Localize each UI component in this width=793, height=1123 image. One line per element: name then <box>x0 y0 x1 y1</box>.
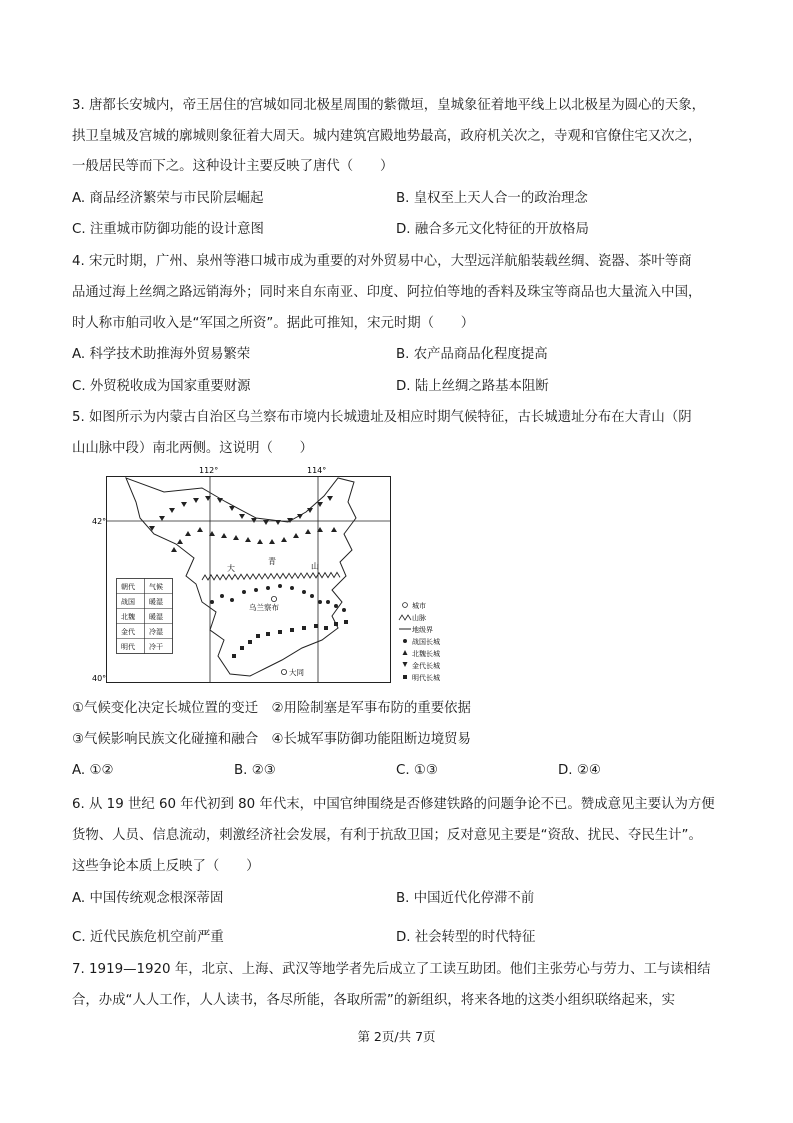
q5-option-b: B. ②③ <box>234 763 276 778</box>
q3-option-d: D. 融合多元文化特征的开放格局 <box>396 222 589 237</box>
legend-label: 北魏长城 <box>412 650 440 658</box>
q4-stem-line: 4. 宋元时期，广州、泉州等港口城市成为重要的对外贸易中心，大型远洋航船装载丝绸、瓷器、茶叶等商 <box>72 254 692 269</box>
city-wulanchabu-marker <box>271 596 276 601</box>
legend-label: 城市 <box>412 602 426 610</box>
table-cell: 战国 <box>121 598 135 606</box>
q3-stem-line: 拱卫皇城及宫城的廓城则象征着大周天。城内建筑宫殿地势最高，政府机关次之，寺观和官僚住宅又次之， <box>72 129 702 144</box>
q4-option-b: B. 农产品商品化程度提高 <box>396 347 548 362</box>
warring-states-wall-marker <box>220 594 224 598</box>
lon-112-label: 112° <box>199 466 219 475</box>
q3-option-b: B. 皇权至上天人合一的政治理念 <box>396 191 588 206</box>
warring-states-wall-marker <box>278 584 282 588</box>
legend-jin-icon <box>403 662 408 667</box>
lon-114-label: 114° <box>307 466 327 475</box>
mountain-char: 山 <box>311 562 319 571</box>
legend-warring-states-icon <box>403 639 407 643</box>
q6-option-a: A. 中国传统观念根深蒂固 <box>72 891 224 906</box>
warring-states-wall-marker <box>326 600 330 604</box>
mountain-char: 青 <box>268 557 276 566</box>
warring-states-wall-marker <box>230 598 234 602</box>
table-cell: 暖湿 <box>149 613 163 621</box>
table-cell: 冷湿 <box>149 628 163 636</box>
table-cell: 暖湿 <box>149 598 163 606</box>
warring-states-wall-marker <box>266 586 270 590</box>
legend-label: 明代长城 <box>412 674 440 682</box>
q5-statement-line: ①气候变化决定长城位置的变迁 ②用险制塞是军事布防的重要依据 <box>72 701 471 716</box>
legend-label: 战国长城 <box>412 638 440 646</box>
q4-option-c: C. 外贸税收成为国家重要财源 <box>72 379 251 394</box>
ming-wall-marker <box>240 646 244 650</box>
q5-stem-line: 5. 如图所示为内蒙古自治区乌兰察布市境内长城遗址及相应时期气候特征，古长城遗址分布在大青山（阴 <box>72 410 692 425</box>
ming-wall-marker <box>248 640 252 644</box>
q4-option-a: A. 科学技术助推海外贸易繁荣 <box>72 347 251 362</box>
ming-wall-marker <box>266 632 270 636</box>
legend-label: 山脉 <box>412 614 426 622</box>
city-datong-marker <box>281 669 286 674</box>
city-wulanchabu-label: 乌兰察布 <box>249 603 279 612</box>
warring-states-wall-marker <box>310 594 314 598</box>
q6-stem-line: 货物、人员、信息流动，刺激经济社会发展，有利于抗敌卫国；反对意见主要是“资敌、扰民、夺民生计”。 <box>72 828 702 843</box>
great-wall-map <box>92 462 440 684</box>
q7-stem-line: 合，办成“人人工作，人人读书，各尽所能，各取所需”的新组织，将来各地的这类小组织联络起来，实 <box>72 993 676 1008</box>
warring-states-wall-marker <box>334 604 338 608</box>
ming-wall-marker <box>278 630 282 634</box>
mountain-char: 大 <box>227 564 235 573</box>
q3-stem-line: 一般居民等而下之。这种设计主要反映了唐代（ ） <box>72 159 394 174</box>
q5-option-c: C. ①③ <box>396 763 438 778</box>
q5-statement-line: ③气候影响民族文化碰撞和融合 ④长城军事防御功能阻断边境贸易 <box>72 732 471 747</box>
warring-states-wall-marker <box>302 590 306 594</box>
ming-wall-marker <box>344 620 348 624</box>
warring-states-wall-marker <box>242 590 246 594</box>
legend-northern-wei-icon <box>403 650 408 655</box>
q7-stem-line: 7. 1919—1920 年，北京、上海、武汉等地学者先后成立了工读互助团。他们主张劳心与劳力、工与读相结 <box>72 962 711 977</box>
ming-wall-marker <box>314 624 318 628</box>
q4-stem-line: 品通过海上丝绸之路远销海外；同时来自东南亚、印度、阿拉伯等地的香料及珠宝等商品也大量流入中国， <box>72 285 702 300</box>
ming-wall-marker <box>302 626 306 630</box>
q3-option-c: C. 注重城市防御功能的设计意图 <box>72 222 264 237</box>
ming-wall-marker <box>232 654 236 658</box>
table-cell: 北魏 <box>121 613 135 621</box>
warring-states-wall-marker <box>290 586 294 590</box>
city-datong-label: 大同 <box>289 668 304 677</box>
q4-option-d: D. 陆上丝绸之路基本阻断 <box>396 379 549 394</box>
ming-wall-marker <box>334 622 338 626</box>
table-header: 朝代 <box>121 583 135 591</box>
q4-stem-line: 时人称市舶司收入是“军国之所资”。据此可推知，宋元时期（ ） <box>72 316 475 331</box>
table-cell: 明代 <box>121 643 135 651</box>
q5-stem-line: 山山脉中段）南北两侧。这说明（ ） <box>72 441 314 456</box>
climate-table <box>117 579 173 654</box>
q3-option-a: A. 商品经济繁荣与市民阶层崛起 <box>72 191 264 206</box>
legend-label: 金代长城 <box>412 662 440 670</box>
warring-states-wall-marker <box>210 600 214 604</box>
q6-stem-line: 6. 从 19 世纪 60 年代初到 80 年代末，中国官绅围绕是否修建铁路的问题争论不已。赞成意见主要认为方便 <box>72 797 715 812</box>
legend-ming-icon <box>403 675 407 679</box>
warring-states-wall-marker <box>318 600 322 604</box>
q5-option-a: A. ①② <box>72 763 114 778</box>
table-cell: 冷干 <box>149 643 163 651</box>
q6-stem-line: 这些争论本质上反映了（ ） <box>72 859 260 874</box>
lat-40-label: 40° <box>92 674 107 683</box>
q5-option-d: D. ②④ <box>558 763 601 778</box>
legend-city-icon <box>403 603 408 608</box>
warring-states-wall-marker <box>342 608 346 612</box>
legend-mountain-icon <box>399 615 411 620</box>
q6-option-d: D. 社会转型的时代特征 <box>396 930 536 945</box>
q6-option-b: B. 中国近代化停滞不前 <box>396 891 535 906</box>
q3-stem-line: 3. 唐都长安城内，帝王居住的宫城如同北极星周围的紫微垣，皇城象征着地平线上以北极星为圆心的天象， <box>72 98 705 113</box>
ming-wall-marker <box>256 634 260 638</box>
warring-states-wall-marker <box>254 588 258 592</box>
table-cell: 金代 <box>121 628 135 636</box>
legend-label: 地级界 <box>412 626 433 634</box>
table-header: 气候 <box>149 583 163 591</box>
ming-wall-marker <box>324 626 328 630</box>
q6-option-c: C. 近代民族危机空前严重 <box>72 930 224 945</box>
map-legend <box>399 601 440 682</box>
page-number: 第 2页/共 7页 <box>357 1029 436 1044</box>
ming-wall-marker <box>290 628 294 632</box>
lat-42-label: 42° <box>92 517 107 526</box>
